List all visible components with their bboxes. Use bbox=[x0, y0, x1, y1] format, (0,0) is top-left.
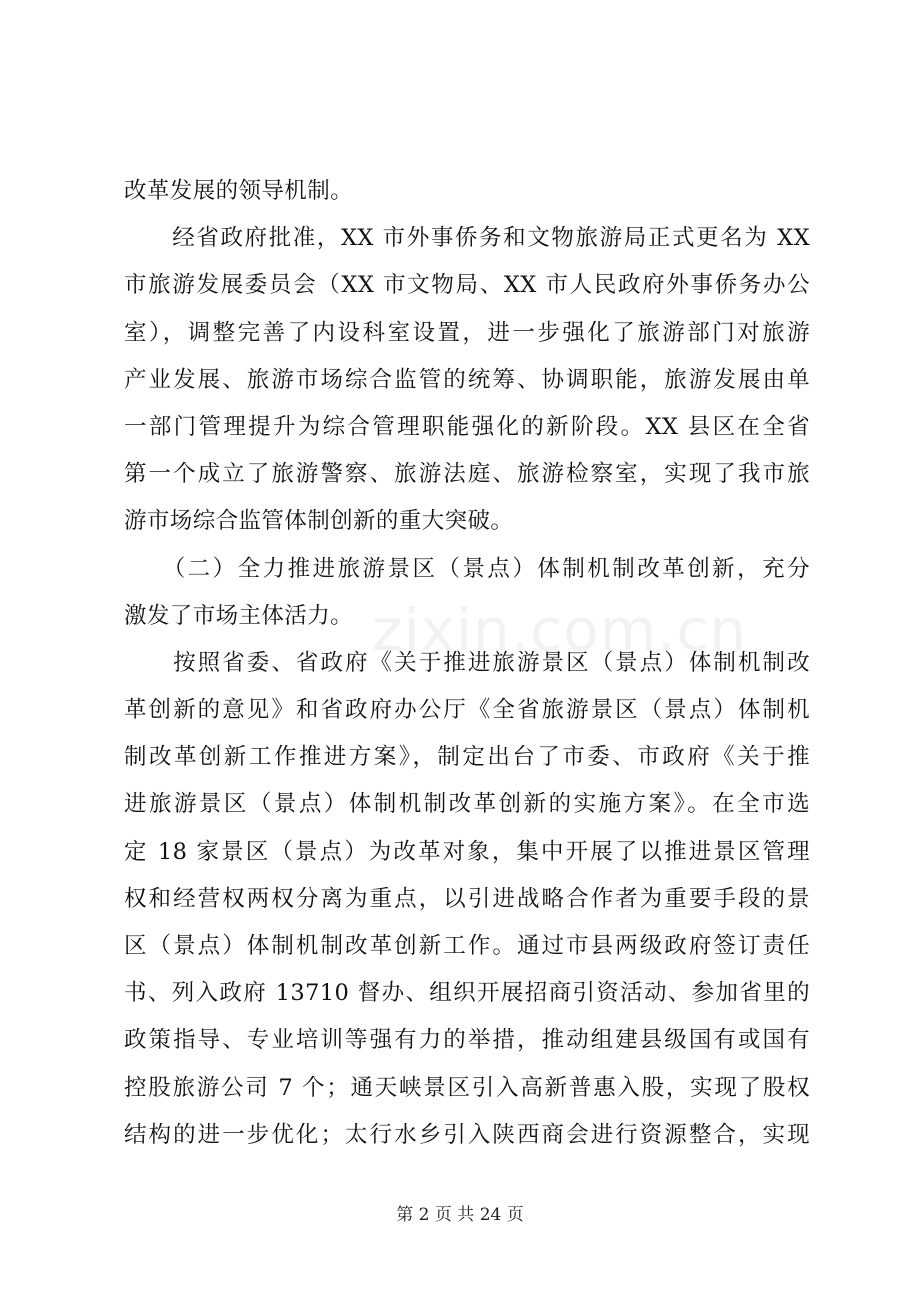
text-line: 激发了市场主体活力。 bbox=[124, 602, 354, 629]
text-line: 区（景点）体制机制改革创新工作。通过市县两级政府签订责任 bbox=[124, 933, 810, 959]
body-text bbox=[124, 168, 810, 1159]
text-line: 制改革创新工作推进方案》，制定出台了市委、市政府《关于推 bbox=[124, 744, 810, 771]
page-footer: 第 2 页 共 24 页 bbox=[396, 1205, 524, 1225]
text-line: 书、列入政府 13710 督办、组织开展招商引资活动、参加省里的 bbox=[124, 980, 810, 1007]
text-line: 第一个成立了旅游警察、旅游法庭、旅游检察室，实现了我市旅 bbox=[124, 461, 810, 488]
text-line: 政策指导、专业培训等强有力的举措，推动组建县级国有或国有 bbox=[124, 1027, 810, 1054]
text-line: 改革发展的领导机制。 bbox=[124, 178, 354, 204]
text-line: 进旅游景区（景点）体制机制改革创新的实施方案》。在全市选 bbox=[124, 791, 810, 818]
watermark: zixin.com.cn bbox=[372, 596, 748, 664]
text-line: 一部门管理提升为综合管理职能强化的新阶段。XX 县区在全省 bbox=[124, 413, 810, 440]
text-line: 产业发展、旅游市场综合监管的统筹、协调职能，旅游发展由单 bbox=[124, 366, 810, 393]
text-line: 定 18 家景区（景点）为改革对象，集中开展了以推进景区管理 bbox=[124, 838, 810, 865]
text-line: 按照省委、省政府《关于推进旅游景区（景点）体制机制改 bbox=[124, 649, 810, 676]
text-line: 控股旅游公司 7 个；通天峡景区引入高新普惠入股，实现了股权 bbox=[124, 1074, 810, 1101]
text-line: 革创新的意见》和省政府办公厅《全省旅游景区（景点）体制机 bbox=[124, 697, 810, 724]
text-line: （二）全力推进旅游景区（景点）体制机制改革创新，充分 bbox=[124, 555, 810, 582]
text-line: 结构的进一步优化；太行水乡引入陕西商会进行资源整合，实现 bbox=[124, 1121, 810, 1148]
text-line: 市旅游发展委员会（XX 市文物局、XX 市人民政府外事侨务办公 bbox=[124, 272, 810, 299]
text-line: 游市场综合监管体制创新的重大突破。 bbox=[124, 508, 514, 535]
text-line: 权和经营权两权分离为重点，以引进战略合作者为重要手段的景 bbox=[124, 885, 810, 912]
text-line: 经省政府批准，XX 市外事侨务和文物旅游局正式更名为 XX bbox=[124, 225, 810, 252]
text-line: 室），调整完善了内设科室设置，进一步强化了旅游部门对旅游 bbox=[124, 319, 810, 346]
